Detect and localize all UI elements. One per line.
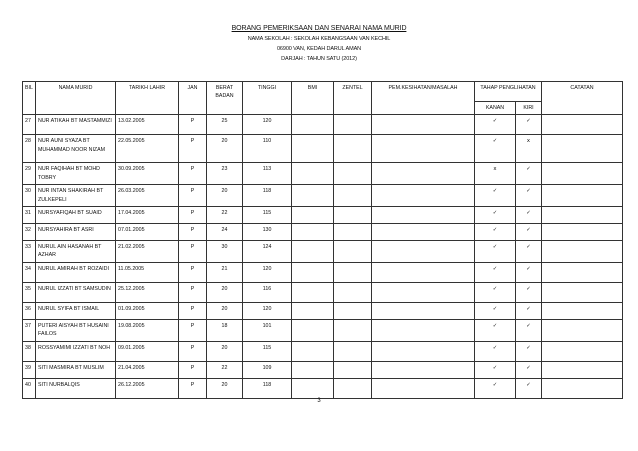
zentel-cell <box>334 319 372 341</box>
header-kanan: KANAN <box>475 102 516 115</box>
remarks-cell <box>542 224 623 241</box>
vision-right: ✓ <box>475 241 516 263</box>
height: 115 <box>243 341 292 361</box>
vision-left: ✓ <box>516 262 542 282</box>
remarks-cell <box>542 341 623 361</box>
remarks-cell <box>542 163 623 185</box>
vision-right: ✓ <box>475 302 516 319</box>
birth-date: 21.04.2005 <box>116 361 179 378</box>
vision-left: ✓ <box>516 224 542 241</box>
table-body <box>23 115 623 398</box>
weight: 24 <box>207 224 243 241</box>
remarks-cell <box>542 241 623 263</box>
vision-right: ✓ <box>475 185 516 207</box>
student-name: NURSYAFIQAH BT SUAID <box>36 207 116 224</box>
height: 113 <box>243 163 292 185</box>
table-row <box>23 262 623 282</box>
gender: P <box>179 241 207 263</box>
vision-right: x <box>475 163 516 185</box>
row-number: 37 <box>23 319 36 341</box>
gender: P <box>179 302 207 319</box>
row-number: 40 <box>23 378 36 398</box>
birth-date: 17.04.2005 <box>116 207 179 224</box>
birth-date: 07.01.2005 <box>116 224 179 241</box>
table-row <box>23 135 623 163</box>
weight: 18 <box>207 319 243 341</box>
zentel-cell <box>334 207 372 224</box>
height: 124 <box>243 241 292 263</box>
student-name: NURUL AMIRAH BT ROZAIDI <box>36 262 116 282</box>
height: 115 <box>243 207 292 224</box>
table-row <box>23 319 623 341</box>
table-row <box>23 282 623 302</box>
vision-right: ✓ <box>475 207 516 224</box>
height: 120 <box>243 262 292 282</box>
remarks-cell <box>542 262 623 282</box>
remarks-cell <box>542 135 623 163</box>
bmi-cell <box>292 282 334 302</box>
zentel-cell <box>334 224 372 241</box>
header-bmi: BMI <box>292 82 334 115</box>
height: 120 <box>243 302 292 319</box>
student-name: NUR FAQIHAH BT MOHD TOBRY <box>36 163 116 185</box>
zentel-cell <box>334 241 372 263</box>
vision-left: ✓ <box>516 341 542 361</box>
bmi-cell <box>292 135 334 163</box>
remarks-cell <box>542 302 623 319</box>
zentel-cell <box>334 163 372 185</box>
school-address: 06900 VAN, KEDAH DARUL AMAN <box>276 46 362 52</box>
bmi-cell <box>292 302 334 319</box>
header-kiri: KIRI <box>516 102 542 115</box>
gender: P <box>179 163 207 185</box>
header-zentel: ZENTEL <box>334 82 372 115</box>
student-name: NUR AUNI SYAZA BT MUHAMMAD NOOR NIZAM <box>36 135 116 163</box>
gender: P <box>179 135 207 163</box>
vision-right: ✓ <box>475 378 516 398</box>
student-name: PUTERI AISYAH BT HUSAINI FAILOS <box>36 319 116 341</box>
header-berat: BERAT BADAN <box>207 82 243 115</box>
weight: 20 <box>207 341 243 361</box>
weight: 20 <box>207 302 243 319</box>
birth-date: 21.02.2005 <box>116 241 179 263</box>
row-number: 38 <box>23 341 36 361</box>
row-number: 28 <box>23 135 36 163</box>
weight: 20 <box>207 135 243 163</box>
zentel-cell <box>334 378 372 398</box>
birth-date: 25.12.2005 <box>116 282 179 302</box>
birth-date: 11.05.2005 <box>116 262 179 282</box>
student-table <box>22 81 623 399</box>
height: 118 <box>243 185 292 207</box>
bmi-cell <box>292 185 334 207</box>
birth-date: 01.09.2005 <box>116 302 179 319</box>
height: 101 <box>243 319 292 341</box>
health-problem-cell <box>372 115 475 135</box>
bmi-cell <box>292 163 334 185</box>
bmi-cell <box>292 361 334 378</box>
health-problem-cell <box>372 361 475 378</box>
zentel-cell <box>334 115 372 135</box>
height: 109 <box>243 361 292 378</box>
health-problem-cell <box>372 282 475 302</box>
table-row <box>23 341 623 361</box>
weight: 21 <box>207 262 243 282</box>
table-row <box>23 185 623 207</box>
weight: 20 <box>207 185 243 207</box>
header-jan: JAN <box>179 82 207 115</box>
student-name: NURUL SYIFA BT ISMAIL <box>36 302 116 319</box>
header-tinggi: TINGGI <box>243 82 292 115</box>
header-bil: BIL <box>23 82 36 115</box>
student-name: SITI MASMIRA BT MUSLIM <box>36 361 116 378</box>
vision-left: ✓ <box>516 163 542 185</box>
zentel-cell <box>334 302 372 319</box>
row-number: 32 <box>23 224 36 241</box>
birth-date: 30.09.2005 <box>116 163 179 185</box>
gender: P <box>179 224 207 241</box>
form-title: BORANG PEMERIKSAAN DAN SENARAI NAMA MURID <box>231 25 407 32</box>
birth-date: 19.08.2005 <box>116 319 179 341</box>
row-number: 31 <box>23 207 36 224</box>
gender: P <box>179 341 207 361</box>
vision-right: ✓ <box>475 262 516 282</box>
vision-right: ✓ <box>475 319 516 341</box>
vision-left: ✓ <box>516 319 542 341</box>
remarks-cell <box>542 207 623 224</box>
bmi-cell <box>292 378 334 398</box>
gender: P <box>179 378 207 398</box>
student-name: NUR INTAN SHAKIRAH BT ZULKEPELI <box>36 185 116 207</box>
vision-right: ✓ <box>475 341 516 361</box>
vision-left: x <box>516 135 542 163</box>
height: 110 <box>243 135 292 163</box>
remarks-cell <box>542 185 623 207</box>
birth-date: 26.12.2005 <box>116 378 179 398</box>
row-number: 36 <box>23 302 36 319</box>
class-label: DARJAH : TAHUN SATU (2012) <box>281 56 357 62</box>
remarks-cell <box>542 361 623 378</box>
student-name: NUR ATIKAH BT MASTAMMIZI <box>36 115 116 135</box>
vision-left: ✓ <box>516 378 542 398</box>
bmi-cell <box>292 341 334 361</box>
table-row <box>23 207 623 224</box>
student-name: NURSYAHIRA BT ASRI <box>36 224 116 241</box>
health-problem-cell <box>372 262 475 282</box>
zentel-cell <box>334 282 372 302</box>
student-name: NURUL IZZATI BT SAMSUDIN <box>36 282 116 302</box>
gender: P <box>179 185 207 207</box>
vision-right: ✓ <box>475 115 516 135</box>
vision-right: ✓ <box>475 135 516 163</box>
vision-right: ✓ <box>475 282 516 302</box>
gender: P <box>179 207 207 224</box>
table-row <box>23 224 623 241</box>
table-row <box>23 163 623 185</box>
health-problem-cell <box>372 241 475 263</box>
row-number: 35 <box>23 282 36 302</box>
student-name: SITI NURBALQIS <box>36 378 116 398</box>
page-number: 3 <box>317 398 321 404</box>
bmi-cell <box>292 262 334 282</box>
table-row <box>23 115 623 135</box>
remarks-cell <box>542 282 623 302</box>
row-number: 29 <box>23 163 36 185</box>
table-row <box>23 361 623 378</box>
health-problem-cell <box>372 207 475 224</box>
row-number: 33 <box>23 241 36 263</box>
gender: P <box>179 319 207 341</box>
birth-date: 22.05.2005 <box>116 135 179 163</box>
birth-date: 09.01.2005 <box>116 341 179 361</box>
vision-left: ✓ <box>516 185 542 207</box>
vision-left: ✓ <box>516 361 542 378</box>
birth-date: 13.02.2005 <box>116 115 179 135</box>
health-problem-cell <box>372 302 475 319</box>
weight: 22 <box>207 207 243 224</box>
height: 130 <box>243 224 292 241</box>
bmi-cell <box>292 241 334 263</box>
health-problem-cell <box>372 185 475 207</box>
table-row <box>23 302 623 319</box>
row-number: 30 <box>23 185 36 207</box>
health-problem-cell <box>372 224 475 241</box>
health-problem-cell <box>372 319 475 341</box>
table-row <box>23 378 623 398</box>
gender: P <box>179 115 207 135</box>
gender: P <box>179 282 207 302</box>
health-problem-cell <box>372 135 475 163</box>
height: 118 <box>243 378 292 398</box>
bmi-cell <box>292 207 334 224</box>
weight: 20 <box>207 282 243 302</box>
vision-left: ✓ <box>516 282 542 302</box>
birth-date: 26.03.2005 <box>116 185 179 207</box>
header-tahap: TAHAP PENGLIHATAN <box>475 82 542 102</box>
bmi-cell <box>292 224 334 241</box>
header-catatan: CATATAN <box>542 82 623 115</box>
height: 120 <box>243 115 292 135</box>
health-problem-cell <box>372 378 475 398</box>
weight: 30 <box>207 241 243 263</box>
vision-right: ✓ <box>475 361 516 378</box>
bmi-cell <box>292 319 334 341</box>
remarks-cell <box>542 378 623 398</box>
health-problem-cell <box>372 163 475 185</box>
zentel-cell <box>334 361 372 378</box>
vision-left: ✓ <box>516 302 542 319</box>
weight: 20 <box>207 378 243 398</box>
school-name: NAMA SEKOLAH : SEKOLAH KEBANGSAAN VAN KECHIL <box>247 36 391 42</box>
vision-left: ✓ <box>516 241 542 263</box>
zentel-cell <box>334 185 372 207</box>
height: 116 <box>243 282 292 302</box>
student-name: ROSSYAMIMI IZZATI BT NOH <box>36 341 116 361</box>
remarks-cell <box>542 319 623 341</box>
bmi-cell <box>292 115 334 135</box>
health-problem-cell <box>372 341 475 361</box>
vision-left: ✓ <box>516 207 542 224</box>
document-header <box>0 24 638 64</box>
weight: 23 <box>207 163 243 185</box>
gender: P <box>179 361 207 378</box>
table-row <box>23 241 623 263</box>
student-name: NURUL AIN HASANAH BT AZHAR <box>36 241 116 263</box>
header-pem: PEM.KESIHATAN/MASALAH <box>372 82 475 115</box>
zentel-cell <box>334 341 372 361</box>
zentel-cell <box>334 135 372 163</box>
weight: 22 <box>207 361 243 378</box>
row-number: 34 <box>23 262 36 282</box>
vision-left: ✓ <box>516 115 542 135</box>
remarks-cell <box>542 115 623 135</box>
row-number: 27 <box>23 115 36 135</box>
header-tarikh: TARIKH LAHIR <box>116 82 179 115</box>
row-number: 39 <box>23 361 36 378</box>
vision-right: ✓ <box>475 224 516 241</box>
header-nama: NAMA MURID <box>36 82 116 115</box>
gender: P <box>179 262 207 282</box>
zentel-cell <box>334 262 372 282</box>
weight: 25 <box>207 115 243 135</box>
